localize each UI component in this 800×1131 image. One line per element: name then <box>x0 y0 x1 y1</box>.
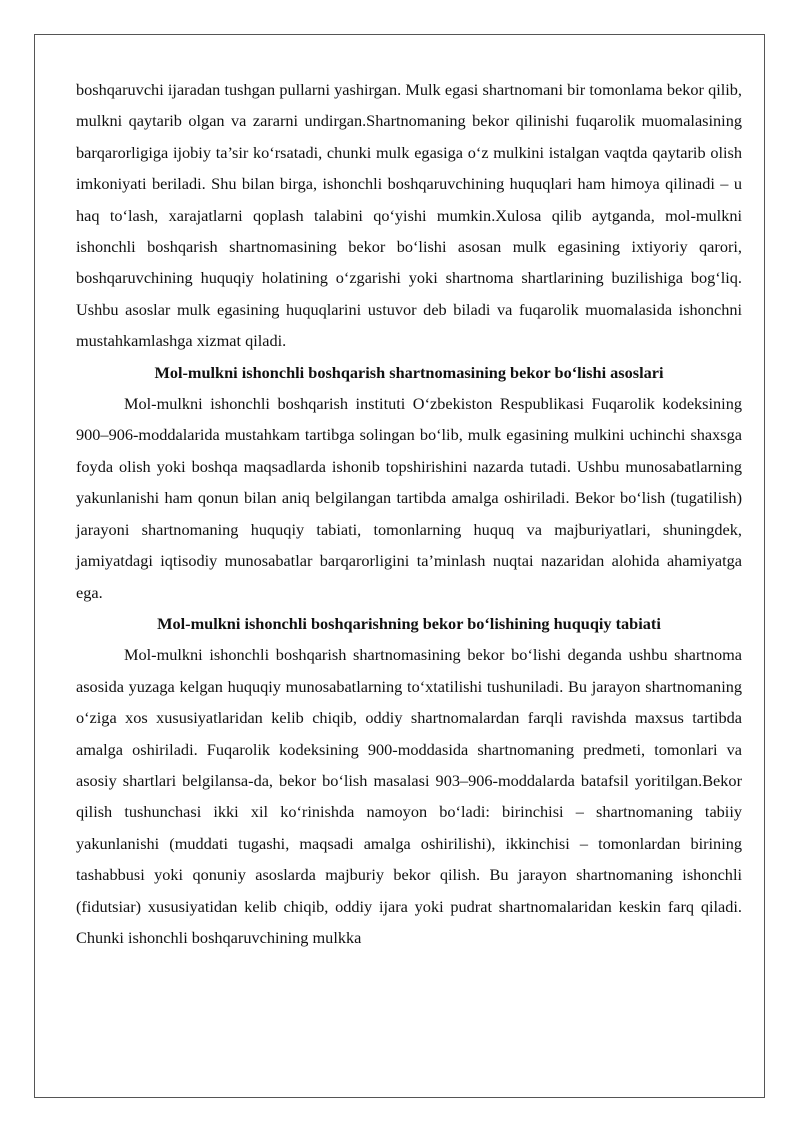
document-body <box>76 74 742 953</box>
section-heading: Mol-mulkni ishonchli boshqarish shartnomasining bekor bo‘lishi asoslari <box>154 362 664 382</box>
body-paragraph: Mol-mulkni ishonchli boshqarish shartnomasining bekor bo‘lishi deganda ushbu shartnoma asosida yuzaga kelgan huquqiy munosabatlarning to‘xtatilishi tushuniladi. Bu jarayon shartnomaning o‘ziga xos xususiyatlaridan kelib chiqib, oddiy shartnomalardan farqli ravishda maxsus tartibda amalga oshiriladi. Fuqarolik kodeksining 900-moddasida shartnomaning predmeti, tomonlari va asosiy shartlari belgilansa-da, bekor bo‘lish masalasi 903–906-moddalarda batafsil yoritilgan.Bekor qilish tushunchasi ikki xil ko‘rinishda namoyon bo‘ladi: birinchisi – shartnomaning tabiiy yakunlanishi (muddati tugashi, maqsadi amalga oshirilishi), ikkinchisi – tomonlardan birining tashabbusi yoki qonuniy asoslarda majburiy bekor qilish. Bu jarayon shartnomaning ishonchli (fidutsiar) xususiyatidan kelib chiqib, oddiy ijara yoki pudrat shartnomalaridan keskin farq qiladi. Chunki ishonchli boshqaruvchining mulkka <box>76 645 742 947</box>
body-paragraph: boshqaruvchi ijaradan tushgan pullarni yashirgan. Mulk egasi shartnomani bir tomonlama bekor qilib, mulkni qaytarib olgan va zararni undirgan.Shartnomaning bekor qilinishi fuqarolik muomalasining barqarorligiga ijobiy ta’sir ko‘rsatadi, chunki mulk egasiga o‘z mulkini istalgan vaqtda qaytarib olish imkoniyati beriladi. Shu bilan birga, ishonchli boshqaruvchining huquqlari ham himoya qilinadi – u haq to‘lash, xarajatlarni qoplash talabini qo‘yishi mumkin.Xulosa qilib aytganda, mol-mulkni ishonchli boshqarish shartnomasining bekor bo‘lishi asosan mulk egasining ixtiyoriy qarori, boshqaruvchining huquqiy holatining o‘zgarishi yoki shartnoma shartlarining buzilishiga bog‘liq. Ushbu asoslar mulk egasining huquqlarini ustuvor deb biladi va fuqarolik muomalasida ishonchni mustahkamlashga xizmat qiladi. <box>76 80 742 351</box>
body-paragraph: Mol-mulkni ishonchli boshqarish instituti O‘zbekiston Respublikasi Fuqarolik kodeksining 900–906-moddalarida mustahkam tartibga solingan bo‘lib, mulk egasining mulkini uchinchi shaxsga foyda olish yoki boshqa maqsadlarda ishonib topshirishini nazarda tutadi. Ushbu munosabatlarning yakunlanishi ham qonun bilan aniq belgilangan tartibda amalga oshiriladi. Bekor bo‘lish (tugatilish) jarayoni shartnomaning huquqiy tabiati, tomonlarning huquq va majburiyatlari, shuningdek, jamiyatdagi iqtisodiy munosabatlar barqarorligini ta’minlash nuqtai nazaridan alohida ahamiyatga ega. <box>76 394 742 602</box>
section-heading: Mol-mulkni ishonchli boshqarishning bekor bo‘lishining huquqiy tabiati <box>157 613 661 633</box>
